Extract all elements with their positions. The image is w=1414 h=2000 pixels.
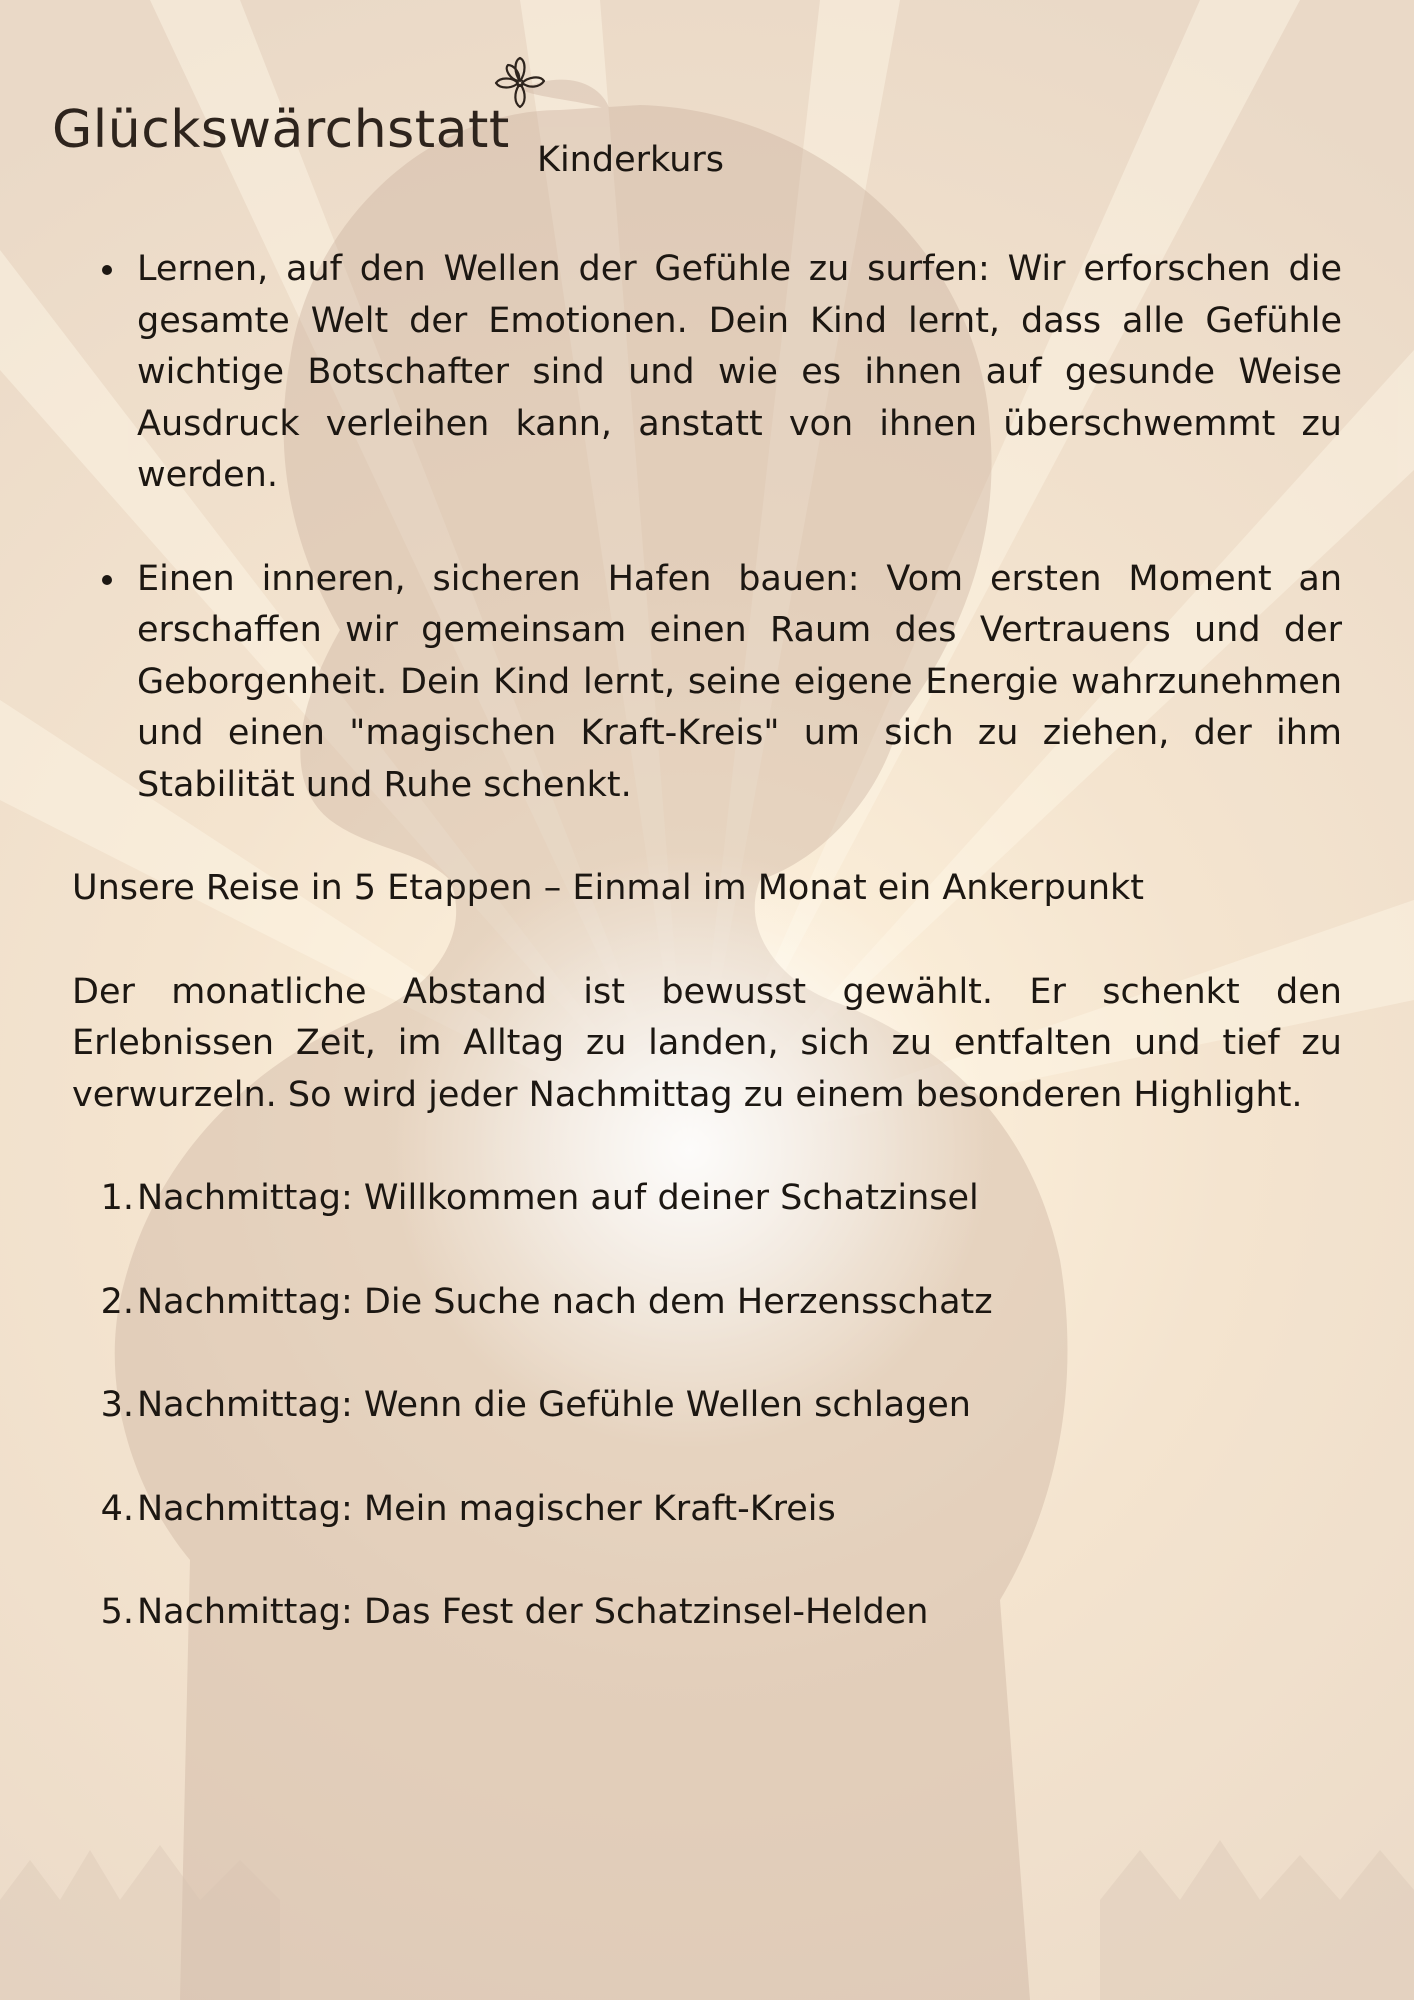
list-item: Einen inneren, sicheren Hafen bauen: Vom ersten Moment an erschaffen wir gemeinsam einen Raum des Vertrauens und der Geborgenheit. Dein Kind lernt, seine eigene Energie wahrzunehmen und einen "magischen Kraft-Kreis" um sich zu ziehen, der ihm Stabilität und Ruhe schenkt. xyxy=(72,554,1342,812)
step-number: 3. xyxy=(100,1385,134,1425)
list-item xyxy=(72,1484,1342,1536)
step-text: Nachmittag: Das Fest der Schatzinsel-Helden xyxy=(137,1592,929,1632)
course-subtitle: Kinderkurs xyxy=(537,140,724,180)
benefits-list xyxy=(72,244,1342,811)
step-text: Nachmittag: Wenn die Gefühle Wellen schlagen xyxy=(137,1385,971,1425)
brand-logo-text: Glückswärchstatt xyxy=(52,100,510,160)
step-text: Nachmittag: Die Suche nach dem Herzensschatz xyxy=(137,1281,993,1322)
list-item xyxy=(72,1380,1342,1432)
main-content xyxy=(72,244,1342,1691)
list-item: Lernen, auf den Wellen der Gefühle zu surfen: Wir erforschen die gesamte Welt der Emotionen. Dein Kind lernt, dass alle Gefühle wichtige Botschafter sind und wie es ihnen auf gesunde Weise Ausdruck verleihen kann, anstatt von ihnen überschwemmt zu werden. xyxy=(72,244,1342,502)
list-item xyxy=(72,1173,1342,1225)
list-item xyxy=(72,1587,1342,1639)
step-number: 1. xyxy=(100,1178,134,1218)
list-item xyxy=(72,1277,1342,1329)
step-number: 4. xyxy=(100,1488,134,1529)
journey-heading: Unsere Reise in 5 Etappen – Einmal im Monat ein Ankerpunkt xyxy=(72,868,1145,908)
step-number: 2. xyxy=(100,1281,134,1322)
step-number: 5. xyxy=(100,1592,134,1632)
step-text: Nachmittag: Mein magischer Kraft-Kreis xyxy=(137,1488,836,1529)
step-text: Nachmittag: Willkommen auf deiner Schatzinsel xyxy=(137,1178,979,1218)
flower-icon xyxy=(492,55,548,111)
steps-list xyxy=(72,1173,1342,1639)
journey-paragraph: Der monatliche Abstand ist bewusst gewählt. Er schenkt den Erlebnissen Zeit, im Alltag zu landen, sich zu entfalten und tief zu verwurzeln. So wird jeder Nachmittag zu einem besonderen Highlight. xyxy=(72,971,1342,1115)
